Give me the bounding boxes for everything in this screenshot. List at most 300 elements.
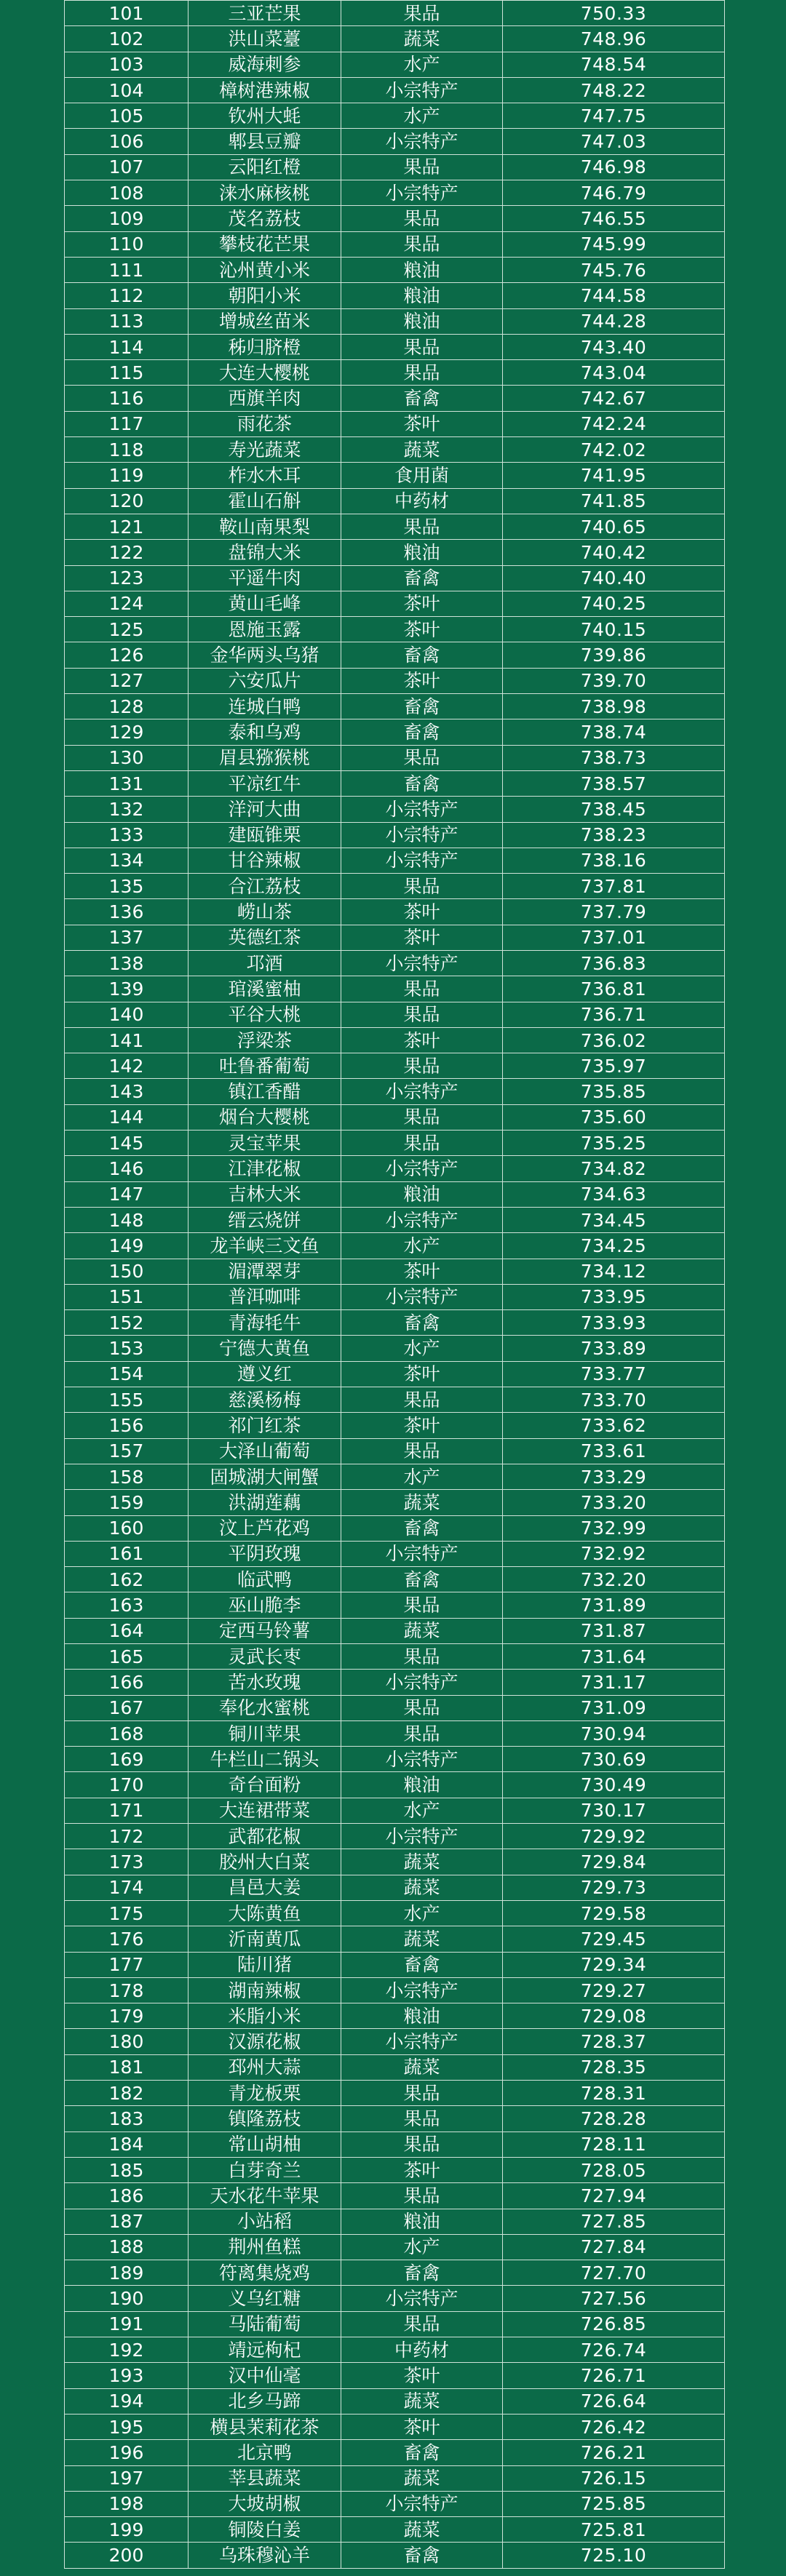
table-row — [65, 2054, 725, 2080]
value-cell: 726.85 — [503, 2311, 725, 2337]
rank-cell: 139 — [65, 976, 188, 1002]
table-row — [65, 2260, 725, 2286]
name-cell: 烟台大樱桃 — [188, 1104, 341, 1130]
table-row — [65, 1490, 725, 1515]
table-row — [65, 617, 725, 642]
category-cell: 粮油 — [341, 2209, 503, 2234]
value-cell: 731.09 — [503, 1695, 725, 1720]
name-cell: 三亚芒果 — [188, 1, 341, 26]
category-cell: 畜禽 — [341, 565, 503, 591]
category-cell: 果品 — [341, 360, 503, 386]
name-cell: 陆川猪 — [188, 1952, 341, 1977]
value-cell: 736.81 — [503, 976, 725, 1002]
rank-cell: 187 — [65, 2209, 188, 2234]
name-cell: 连城白鸭 — [188, 694, 341, 719]
table-row — [65, 1027, 725, 1053]
table-row — [65, 2132, 725, 2157]
category-cell: 茶叶 — [341, 2414, 503, 2439]
table-row — [65, 2106, 725, 2132]
rank-cell: 164 — [65, 1618, 188, 1643]
category-cell: 畜禽 — [341, 2260, 503, 2286]
category-cell: 小宗特产 — [341, 2286, 503, 2311]
name-cell: 霍山石斛 — [188, 488, 341, 514]
name-cell: 巫山脆李 — [188, 1592, 341, 1618]
table-row — [65, 1413, 725, 1438]
name-cell: 横县茉莉花茶 — [188, 2414, 341, 2439]
value-cell: 736.71 — [503, 1002, 725, 1027]
value-cell: 729.92 — [503, 1824, 725, 1849]
rank-cell: 189 — [65, 2260, 188, 2286]
value-cell: 727.70 — [503, 2260, 725, 2286]
table-row — [65, 950, 725, 976]
rank-cell: 185 — [65, 2157, 188, 2182]
name-cell: 攀枝花芒果 — [188, 231, 341, 257]
category-cell: 果品 — [341, 334, 503, 359]
rank-cell: 158 — [65, 1464, 188, 1489]
category-cell: 果品 — [341, 2183, 503, 2209]
table-row — [65, 1618, 725, 1643]
rank-cell: 159 — [65, 1490, 188, 1515]
rank-cell: 170 — [65, 1772, 188, 1798]
value-cell: 725.81 — [503, 2517, 725, 2543]
name-cell: 莘县蔬菜 — [188, 2465, 341, 2491]
table-row — [65, 1798, 725, 1823]
name-cell: 汶上芦花鸡 — [188, 1515, 341, 1541]
name-cell: 云阳红橙 — [188, 154, 341, 180]
value-cell: 746.98 — [503, 154, 725, 180]
name-cell: 缙云烧饼 — [188, 1207, 341, 1232]
rank-cell: 117 — [65, 411, 188, 436]
table-row — [65, 386, 725, 411]
table-row — [65, 1284, 725, 1309]
category-cell: 粮油 — [341, 540, 503, 565]
category-cell: 水产 — [341, 1900, 503, 1926]
name-cell: 沂南黄瓜 — [188, 1926, 341, 1952]
category-cell: 粮油 — [341, 1772, 503, 1798]
rank-cell: 152 — [65, 1310, 188, 1336]
table-row — [65, 1567, 725, 1592]
name-cell: 朝阳小米 — [188, 283, 341, 308]
category-cell: 畜禽 — [341, 642, 503, 668]
rank-cell: 161 — [65, 1541, 188, 1566]
value-cell: 727.56 — [503, 2286, 725, 2311]
table-row — [65, 26, 725, 52]
category-cell: 畜禽 — [341, 719, 503, 745]
table-row — [65, 770, 725, 796]
name-cell: 邛酒 — [188, 950, 341, 976]
rank-cell: 148 — [65, 1207, 188, 1232]
name-cell: 固城湖大闸蟹 — [188, 1464, 341, 1489]
name-cell: 马陆葡萄 — [188, 2311, 341, 2337]
name-cell: 洪山菜薹 — [188, 26, 341, 52]
name-cell: 米脂小米 — [188, 2003, 341, 2029]
category-cell: 粮油 — [341, 257, 503, 282]
name-cell: 邳州大蒜 — [188, 2054, 341, 2080]
rank-cell: 183 — [65, 2106, 188, 2132]
value-cell: 726.21 — [503, 2440, 725, 2465]
category-cell: 小宗特产 — [341, 1670, 503, 1695]
value-cell: 738.98 — [503, 694, 725, 719]
name-cell: 英德红茶 — [188, 925, 341, 950]
value-cell: 737.79 — [503, 899, 725, 925]
rank-cell: 105 — [65, 103, 188, 129]
table-row — [65, 2029, 725, 2054]
table-row — [65, 1670, 725, 1695]
value-cell: 743.04 — [503, 360, 725, 386]
table-row — [65, 1515, 725, 1541]
name-cell: 樟树港辣椒 — [188, 77, 341, 103]
category-cell: 茶叶 — [341, 899, 503, 925]
category-cell: 小宗特产 — [341, 1747, 503, 1772]
name-cell: 镇江香醋 — [188, 1079, 341, 1104]
name-cell: 天水花牛苹果 — [188, 2183, 341, 2209]
table-row — [65, 360, 725, 386]
rank-cell: 177 — [65, 1952, 188, 1977]
table-row — [65, 2003, 725, 2029]
value-cell: 739.70 — [503, 668, 725, 693]
rank-cell: 160 — [65, 1515, 188, 1541]
name-cell: 吐鲁番葡萄 — [188, 1053, 341, 1079]
name-cell: 宁德大黄鱼 — [188, 1336, 341, 1361]
category-cell: 小宗特产 — [341, 848, 503, 873]
ranking-table — [64, 0, 725, 2569]
rank-cell: 130 — [65, 745, 188, 770]
name-cell: 镇隆荔枝 — [188, 2106, 341, 2132]
rank-cell: 125 — [65, 617, 188, 642]
value-cell: 729.08 — [503, 2003, 725, 2029]
value-cell: 745.99 — [503, 231, 725, 257]
table-row — [65, 180, 725, 206]
value-cell: 725.10 — [503, 2543, 725, 2568]
value-cell: 738.23 — [503, 822, 725, 848]
value-cell: 733.89 — [503, 1336, 725, 1361]
rank-cell: 178 — [65, 1977, 188, 2003]
category-cell: 蔬菜 — [341, 2517, 503, 2543]
name-cell: 胶州大白菜 — [188, 1849, 341, 1875]
name-cell: 定西马铃薯 — [188, 1618, 341, 1643]
rank-cell: 168 — [65, 1720, 188, 1746]
name-cell: 汉中仙毫 — [188, 2363, 341, 2388]
rank-cell: 106 — [65, 129, 188, 154]
rank-cell: 101 — [65, 1, 188, 26]
name-cell: 青龙板栗 — [188, 2081, 341, 2106]
table-row — [65, 2414, 725, 2439]
name-cell: 湄潭翠芽 — [188, 1259, 341, 1284]
name-cell: 奉化水蜜桃 — [188, 1695, 341, 1720]
rank-cell: 195 — [65, 2414, 188, 2439]
table-row — [65, 976, 725, 1002]
rank-cell: 133 — [65, 822, 188, 848]
name-cell: 琯溪蜜柚 — [188, 976, 341, 1002]
table-row — [65, 925, 725, 950]
value-cell: 729.45 — [503, 1926, 725, 1952]
rank-cell: 153 — [65, 1336, 188, 1361]
value-cell: 737.01 — [503, 925, 725, 950]
rank-cell: 174 — [65, 1875, 188, 1900]
name-cell: 江津花椒 — [188, 1156, 341, 1181]
category-cell: 水产 — [341, 2234, 503, 2260]
rank-cell: 190 — [65, 2286, 188, 2311]
rank-cell: 138 — [65, 950, 188, 976]
name-cell: 钦州大蚝 — [188, 103, 341, 129]
table-row — [65, 1720, 725, 1746]
table-row — [65, 1336, 725, 1361]
value-cell: 730.94 — [503, 1720, 725, 1746]
value-cell: 729.34 — [503, 1952, 725, 1977]
category-cell: 畜禽 — [341, 1515, 503, 1541]
category-cell: 蔬菜 — [341, 1849, 503, 1875]
table-row — [65, 1695, 725, 1720]
name-cell: 增城丝苗米 — [188, 308, 341, 334]
name-cell: 灵武长枣 — [188, 1644, 341, 1670]
table-row — [65, 463, 725, 488]
table-row — [65, 1438, 725, 1464]
category-cell: 水产 — [341, 103, 503, 129]
category-cell: 小宗特产 — [341, 1284, 503, 1309]
category-cell: 茶叶 — [341, 925, 503, 950]
name-cell: 小站稻 — [188, 2209, 341, 2234]
name-cell: 合江荔枝 — [188, 874, 341, 899]
rank-cell: 157 — [65, 1438, 188, 1464]
value-cell: 731.87 — [503, 1618, 725, 1643]
category-cell: 水产 — [341, 1464, 503, 1489]
value-cell: 726.42 — [503, 2414, 725, 2439]
category-cell: 果品 — [341, 206, 503, 231]
ranking-table-wrapper — [64, 0, 724, 2569]
category-cell: 小宗特产 — [341, 1977, 503, 2003]
category-cell: 小宗特产 — [341, 1156, 503, 1181]
category-cell: 茶叶 — [341, 617, 503, 642]
category-cell: 蔬菜 — [341, 2465, 503, 2491]
rank-cell: 145 — [65, 1131, 188, 1156]
value-cell: 726.64 — [503, 2388, 725, 2414]
table-row — [65, 103, 725, 129]
category-cell: 茶叶 — [341, 2157, 503, 2182]
value-cell: 732.99 — [503, 1515, 725, 1541]
name-cell: 奇台面粉 — [188, 1772, 341, 1798]
table-row — [65, 129, 725, 154]
category-cell: 茶叶 — [341, 591, 503, 616]
value-cell: 734.63 — [503, 1181, 725, 1207]
table-row — [65, 745, 725, 770]
category-cell: 小宗特产 — [341, 77, 503, 103]
rank-cell: 107 — [65, 154, 188, 180]
category-cell: 食用菌 — [341, 463, 503, 488]
value-cell: 746.79 — [503, 180, 725, 206]
table-row — [65, 822, 725, 848]
category-cell: 果品 — [341, 1720, 503, 1746]
rank-cell: 193 — [65, 2363, 188, 2388]
name-cell: 湖南辣椒 — [188, 1977, 341, 2003]
value-cell: 738.16 — [503, 848, 725, 873]
table-row — [65, 2363, 725, 2388]
category-cell: 茶叶 — [341, 411, 503, 436]
value-cell: 728.28 — [503, 2106, 725, 2132]
rank-cell: 114 — [65, 334, 188, 359]
rank-cell: 136 — [65, 899, 188, 925]
value-cell: 735.97 — [503, 1053, 725, 1079]
category-cell: 果品 — [341, 154, 503, 180]
value-cell: 735.25 — [503, 1131, 725, 1156]
rank-cell: 122 — [65, 540, 188, 565]
rank-cell: 120 — [65, 488, 188, 514]
value-cell: 741.95 — [503, 463, 725, 488]
name-cell: 沁州黄小米 — [188, 257, 341, 282]
category-cell: 果品 — [341, 2132, 503, 2157]
value-cell: 733.61 — [503, 1438, 725, 1464]
value-cell: 727.84 — [503, 2234, 725, 2260]
category-cell: 果品 — [341, 2311, 503, 2337]
name-cell: 眉县猕猴桃 — [188, 745, 341, 770]
rank-cell: 140 — [65, 1002, 188, 1027]
name-cell: 雨花茶 — [188, 411, 341, 436]
category-cell: 粮油 — [341, 2003, 503, 2029]
category-cell: 果品 — [341, 2081, 503, 2106]
category-cell: 小宗特产 — [341, 129, 503, 154]
value-cell: 726.15 — [503, 2465, 725, 2491]
name-cell: 北乡马蹄 — [188, 2388, 341, 2414]
name-cell: 普洱咖啡 — [188, 1284, 341, 1309]
value-cell: 734.25 — [503, 1233, 725, 1259]
table-row — [65, 514, 725, 539]
name-cell: 崂山茶 — [188, 899, 341, 925]
table-row — [65, 1824, 725, 1849]
value-cell: 727.85 — [503, 2209, 725, 2234]
name-cell: 洪湖莲藕 — [188, 1490, 341, 1515]
category-cell: 蔬菜 — [341, 26, 503, 52]
category-cell: 茶叶 — [341, 668, 503, 693]
value-cell: 728.11 — [503, 2132, 725, 2157]
category-cell: 小宗特产 — [341, 180, 503, 206]
category-cell: 蔬菜 — [341, 1926, 503, 1952]
name-cell: 浮梁茶 — [188, 1027, 341, 1053]
category-cell: 果品 — [341, 874, 503, 899]
value-cell: 742.67 — [503, 386, 725, 411]
category-cell: 小宗特产 — [341, 2029, 503, 2054]
table-row — [65, 1156, 725, 1181]
name-cell: 盘锦大米 — [188, 540, 341, 565]
name-cell: 泰和乌鸡 — [188, 719, 341, 745]
rank-cell: 104 — [65, 77, 188, 103]
table-row — [65, 2311, 725, 2337]
table-row — [65, 642, 725, 668]
rank-cell: 198 — [65, 2491, 188, 2516]
value-cell: 735.85 — [503, 1079, 725, 1104]
rank-cell: 175 — [65, 1900, 188, 1926]
table-row — [65, 2286, 725, 2311]
rank-cell: 124 — [65, 591, 188, 616]
value-cell: 735.60 — [503, 1104, 725, 1130]
rank-cell: 109 — [65, 206, 188, 231]
name-cell: 金华两头乌猪 — [188, 642, 341, 668]
table-row — [65, 2234, 725, 2260]
table-row — [65, 2388, 725, 2414]
category-cell: 果品 — [341, 745, 503, 770]
table-row — [65, 1259, 725, 1284]
value-cell: 733.77 — [503, 1361, 725, 1387]
value-cell: 728.35 — [503, 2054, 725, 2080]
value-cell: 744.58 — [503, 283, 725, 308]
ranking-table-body — [65, 1, 725, 2569]
value-cell: 742.02 — [503, 437, 725, 463]
value-cell: 736.02 — [503, 1027, 725, 1053]
table-row — [65, 1207, 725, 1232]
value-cell: 738.73 — [503, 745, 725, 770]
category-cell: 茶叶 — [341, 1361, 503, 1387]
category-cell: 果品 — [341, 1053, 503, 1079]
category-cell: 畜禽 — [341, 1952, 503, 1977]
name-cell: 鞍山南果梨 — [188, 514, 341, 539]
name-cell: 武都花椒 — [188, 1824, 341, 1849]
table-row — [65, 2337, 725, 2363]
value-cell: 732.92 — [503, 1541, 725, 1566]
rank-cell: 156 — [65, 1413, 188, 1438]
rank-cell: 131 — [65, 770, 188, 796]
name-cell: 寿光蔬菜 — [188, 437, 341, 463]
table-row — [65, 283, 725, 308]
table-row — [65, 719, 725, 745]
table-row — [65, 308, 725, 334]
value-cell: 740.65 — [503, 514, 725, 539]
value-cell: 747.75 — [503, 103, 725, 129]
table-row — [65, 565, 725, 591]
rank-cell: 118 — [65, 437, 188, 463]
category-cell: 小宗特产 — [341, 797, 503, 822]
table-row — [65, 1541, 725, 1566]
category-cell: 茶叶 — [341, 2363, 503, 2388]
name-cell: 青海牦牛 — [188, 1310, 341, 1336]
name-cell: 祁门红茶 — [188, 1413, 341, 1438]
rank-cell: 163 — [65, 1592, 188, 1618]
value-cell: 733.70 — [503, 1387, 725, 1413]
table-row — [65, 334, 725, 359]
rank-cell: 150 — [65, 1259, 188, 1284]
category-cell: 畜禽 — [341, 1567, 503, 1592]
value-cell: 726.71 — [503, 2363, 725, 2388]
name-cell: 大连裙带菜 — [188, 1798, 341, 1823]
rank-cell: 119 — [65, 463, 188, 488]
rank-cell: 110 — [65, 231, 188, 257]
rank-cell: 113 — [65, 308, 188, 334]
table-row — [65, 540, 725, 565]
table-row — [65, 1772, 725, 1798]
name-cell: 平谷大桃 — [188, 1002, 341, 1027]
name-cell: 符离集烧鸡 — [188, 2260, 341, 2286]
name-cell: 牛栏山二锅头 — [188, 1747, 341, 1772]
table-row — [65, 1387, 725, 1413]
name-cell: 甘谷辣椒 — [188, 848, 341, 873]
name-cell: 慈溪杨梅 — [188, 1387, 341, 1413]
name-cell: 常山胡柚 — [188, 2132, 341, 2157]
table-row — [65, 1464, 725, 1489]
name-cell: 涞水麻核桃 — [188, 180, 341, 206]
rank-cell: 146 — [65, 1156, 188, 1181]
name-cell: 威海刺参 — [188, 52, 341, 77]
rank-cell: 171 — [65, 1798, 188, 1823]
value-cell: 729.84 — [503, 1849, 725, 1875]
table-row — [65, 668, 725, 693]
category-cell: 小宗特产 — [341, 822, 503, 848]
name-cell: 铜川苹果 — [188, 1720, 341, 1746]
value-cell: 748.54 — [503, 52, 725, 77]
table-row — [65, 1644, 725, 1670]
value-cell: 740.25 — [503, 591, 725, 616]
rank-cell: 115 — [65, 360, 188, 386]
name-cell: 荆州鱼糕 — [188, 2234, 341, 2260]
rank-cell: 196 — [65, 2440, 188, 2465]
value-cell: 738.74 — [503, 719, 725, 745]
name-cell: 西旗羊肉 — [188, 386, 341, 411]
